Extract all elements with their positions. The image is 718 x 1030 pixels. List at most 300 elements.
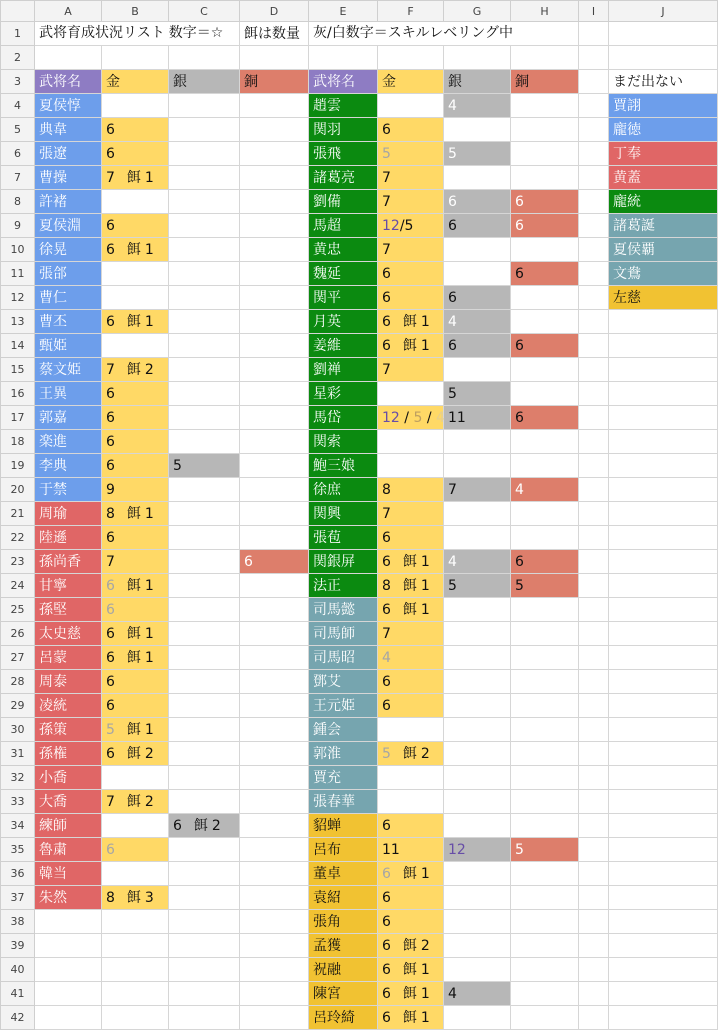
cell[interactable]	[609, 910, 718, 934]
gold-stars[interactable]	[102, 310, 169, 334]
bronze-stars[interactable]	[240, 190, 309, 214]
bronze-stars[interactable]	[511, 670, 579, 694]
general-name[interactable]	[309, 142, 378, 166]
bronze-stars[interactable]	[511, 382, 579, 406]
not-yet-general[interactable]	[609, 286, 718, 310]
column-header-h[interactable]: H	[511, 1, 579, 22]
row-number[interactable]: 11	[1, 262, 35, 286]
cell[interactable]	[609, 646, 718, 670]
silver-stars[interactable]	[169, 190, 240, 214]
gold-stars[interactable]	[102, 574, 169, 598]
general-name[interactable]	[309, 358, 378, 382]
row-number[interactable]: 40	[1, 958, 35, 982]
gold-stars[interactable]	[378, 118, 444, 142]
silver-stars[interactable]	[444, 190, 511, 214]
silver-stars[interactable]	[444, 790, 511, 814]
gold-stars[interactable]	[378, 646, 444, 670]
bronze-stars[interactable]	[511, 982, 579, 1006]
silver-stars[interactable]	[169, 862, 240, 886]
cell[interactable]	[609, 574, 718, 598]
cell[interactable]	[579, 94, 609, 118]
gold-stars[interactable]	[378, 190, 444, 214]
silver-stars[interactable]	[169, 406, 240, 430]
general-name[interactable]	[309, 286, 378, 310]
gold-stars[interactable]	[102, 598, 169, 622]
bronze-stars[interactable]	[240, 238, 309, 262]
row-number[interactable]: 14	[1, 334, 35, 358]
cell[interactable]	[579, 334, 609, 358]
cell[interactable]	[309, 46, 378, 70]
cell[interactable]	[609, 718, 718, 742]
silver-stars[interactable]	[444, 142, 511, 166]
row-number[interactable]: 24	[1, 574, 35, 598]
not-yet-general[interactable]	[609, 238, 718, 262]
gold-stars[interactable]	[102, 214, 169, 238]
silver-stars[interactable]	[444, 862, 511, 886]
bronze-stars[interactable]	[511, 214, 579, 238]
gold-stars[interactable]	[102, 430, 169, 454]
general-name[interactable]	[35, 454, 102, 478]
cell[interactable]	[579, 70, 609, 94]
gold-stars[interactable]	[102, 286, 169, 310]
gold-stars[interactable]	[378, 94, 444, 118]
cell[interactable]	[579, 766, 609, 790]
bronze-stars[interactable]	[240, 430, 309, 454]
general-name[interactable]	[309, 766, 378, 790]
column-header-c[interactable]: C	[169, 1, 240, 22]
cell[interactable]	[609, 406, 718, 430]
cell[interactable]	[579, 958, 609, 982]
general-name[interactable]	[309, 430, 378, 454]
general-name[interactable]	[35, 310, 102, 334]
general-name[interactable]	[309, 598, 378, 622]
general-name[interactable]	[35, 190, 102, 214]
gold-stars[interactable]	[102, 550, 169, 574]
bronze-stars[interactable]	[240, 214, 309, 238]
silver-stars[interactable]	[169, 766, 240, 790]
cell[interactable]	[579, 190, 609, 214]
silver-stars[interactable]	[169, 670, 240, 694]
cell[interactable]	[35, 934, 102, 958]
general-name[interactable]	[35, 142, 102, 166]
bronze-stars[interactable]	[240, 142, 309, 166]
row-number[interactable]: 35	[1, 838, 35, 862]
silver-stars[interactable]	[444, 1006, 511, 1030]
gold-stars[interactable]	[102, 190, 169, 214]
column-header-j[interactable]: J	[609, 1, 718, 22]
cell[interactable]	[609, 622, 718, 646]
cell[interactable]	[579, 622, 609, 646]
gold-stars[interactable]	[102, 646, 169, 670]
cell[interactable]	[609, 766, 718, 790]
cell[interactable]	[609, 526, 718, 550]
header-silver-right[interactable]	[444, 70, 511, 94]
silver-stars[interactable]	[444, 766, 511, 790]
general-name[interactable]	[35, 166, 102, 190]
general-name[interactable]	[309, 334, 378, 358]
bronze-stars[interactable]	[511, 334, 579, 358]
silver-stars[interactable]	[444, 670, 511, 694]
general-name[interactable]	[35, 358, 102, 382]
row-number[interactable]: 22	[1, 526, 35, 550]
cell[interactable]	[609, 502, 718, 526]
cell[interactable]	[609, 382, 718, 406]
cell[interactable]	[378, 46, 444, 70]
row-number[interactable]: 39	[1, 934, 35, 958]
bronze-stars[interactable]	[511, 958, 579, 982]
cell[interactable]	[579, 550, 609, 574]
general-name[interactable]	[35, 238, 102, 262]
silver-stars[interactable]	[169, 214, 240, 238]
general-name[interactable]	[309, 694, 378, 718]
general-name[interactable]	[309, 166, 378, 190]
cell[interactable]	[102, 46, 169, 70]
general-name[interactable]	[35, 478, 102, 502]
general-name[interactable]	[309, 502, 378, 526]
gold-stars[interactable]	[102, 694, 169, 718]
cell[interactable]	[579, 886, 609, 910]
silver-stars[interactable]	[444, 574, 511, 598]
general-name[interactable]	[309, 454, 378, 478]
cell[interactable]	[240, 46, 309, 70]
gold-stars[interactable]	[378, 934, 444, 958]
bronze-stars[interactable]	[240, 622, 309, 646]
cell[interactable]	[579, 574, 609, 598]
select-all-corner[interactable]	[1, 1, 35, 22]
cell[interactable]	[240, 1006, 309, 1030]
gold-stars[interactable]	[378, 718, 444, 742]
cell[interactable]	[169, 982, 240, 1006]
cell[interactable]	[579, 742, 609, 766]
general-name[interactable]	[309, 670, 378, 694]
row-number[interactable]: 15	[1, 358, 35, 382]
silver-stars[interactable]	[444, 430, 511, 454]
cell[interactable]	[609, 862, 718, 886]
row-number[interactable]: 13	[1, 310, 35, 334]
general-name[interactable]	[309, 94, 378, 118]
general-name[interactable]	[309, 550, 378, 574]
cell[interactable]	[35, 958, 102, 982]
bronze-stars[interactable]	[240, 358, 309, 382]
general-name[interactable]	[309, 214, 378, 238]
gold-stars[interactable]	[378, 214, 444, 238]
silver-stars[interactable]	[444, 838, 511, 862]
cell[interactable]	[579, 790, 609, 814]
bronze-stars[interactable]	[511, 886, 579, 910]
row-number[interactable]: 16	[1, 382, 35, 406]
gold-stars[interactable]	[102, 142, 169, 166]
bronze-stars[interactable]	[511, 238, 579, 262]
general-name[interactable]	[309, 574, 378, 598]
not-yet-general[interactable]	[609, 214, 718, 238]
cell[interactable]	[579, 694, 609, 718]
bronze-stars[interactable]	[240, 670, 309, 694]
bronze-stars[interactable]	[511, 478, 579, 502]
general-name[interactable]	[309, 838, 378, 862]
cell[interactable]	[102, 982, 169, 1006]
silver-stars[interactable]	[444, 406, 511, 430]
general-name[interactable]	[35, 742, 102, 766]
cell[interactable]	[609, 958, 718, 982]
cell[interactable]	[609, 790, 718, 814]
row-number[interactable]: 21	[1, 502, 35, 526]
cell[interactable]	[579, 670, 609, 694]
general-name[interactable]	[35, 550, 102, 574]
bronze-stars[interactable]	[511, 454, 579, 478]
gold-stars[interactable]	[378, 454, 444, 478]
cell[interactable]	[35, 46, 102, 70]
general-name[interactable]	[35, 382, 102, 406]
cell[interactable]	[579, 838, 609, 862]
bronze-stars[interactable]	[511, 790, 579, 814]
gold-stars[interactable]	[378, 886, 444, 910]
bronze-stars[interactable]	[511, 502, 579, 526]
gold-stars[interactable]	[378, 262, 444, 286]
bronze-stars[interactable]	[240, 886, 309, 910]
gold-stars[interactable]	[378, 838, 444, 862]
cell[interactable]	[579, 646, 609, 670]
silver-stars[interactable]	[444, 454, 511, 478]
silver-stars[interactable]	[169, 238, 240, 262]
column-header-b[interactable]: B	[102, 1, 169, 22]
bronze-stars[interactable]	[511, 838, 579, 862]
row-number[interactable]: 28	[1, 670, 35, 694]
bronze-stars[interactable]	[240, 694, 309, 718]
bronze-stars[interactable]	[240, 766, 309, 790]
gold-stars[interactable]	[102, 334, 169, 358]
silver-stars[interactable]	[169, 742, 240, 766]
bronze-stars[interactable]	[511, 814, 579, 838]
cell[interactable]	[579, 934, 609, 958]
silver-stars[interactable]	[444, 910, 511, 934]
row-number[interactable]: 23	[1, 550, 35, 574]
silver-stars[interactable]	[444, 310, 511, 334]
silver-stars[interactable]	[169, 478, 240, 502]
cell[interactable]	[579, 238, 609, 262]
cell[interactable]	[444, 46, 511, 70]
row-number[interactable]: 42	[1, 1006, 35, 1030]
row-number[interactable]: 8	[1, 190, 35, 214]
general-name[interactable]	[309, 238, 378, 262]
gold-stars[interactable]	[102, 454, 169, 478]
cell[interactable]	[169, 910, 240, 934]
gold-stars[interactable]	[102, 862, 169, 886]
column-header-i[interactable]: I	[579, 1, 609, 22]
row-number[interactable]: 38	[1, 910, 35, 934]
silver-stars[interactable]	[444, 214, 511, 238]
cell[interactable]	[579, 214, 609, 238]
general-name[interactable]	[309, 862, 378, 886]
general-name[interactable]	[35, 286, 102, 310]
silver-stars[interactable]	[169, 622, 240, 646]
general-name[interactable]	[309, 910, 378, 934]
bronze-stars[interactable]	[240, 742, 309, 766]
header-not-yet[interactable]	[609, 70, 718, 94]
gold-stars[interactable]	[378, 598, 444, 622]
gold-stars[interactable]	[378, 382, 444, 406]
gold-stars[interactable]	[378, 670, 444, 694]
cell[interactable]	[35, 982, 102, 1006]
gold-stars[interactable]	[102, 406, 169, 430]
gold-stars[interactable]	[378, 982, 444, 1006]
silver-stars[interactable]	[169, 838, 240, 862]
general-name[interactable]	[35, 886, 102, 910]
cell[interactable]	[579, 22, 609, 46]
header-bronze-right[interactable]	[511, 70, 579, 94]
gold-stars[interactable]	[102, 814, 169, 838]
silver-stars[interactable]	[169, 646, 240, 670]
silver-stars[interactable]	[444, 382, 511, 406]
silver-stars[interactable]	[169, 334, 240, 358]
cell[interactable]	[102, 1006, 169, 1030]
silver-stars[interactable]	[169, 286, 240, 310]
cell[interactable]	[240, 934, 309, 958]
cell[interactable]	[579, 526, 609, 550]
silver-stars[interactable]	[444, 94, 511, 118]
bronze-stars[interactable]	[240, 334, 309, 358]
cell[interactable]	[609, 886, 718, 910]
bronze-stars[interactable]	[240, 166, 309, 190]
gold-stars[interactable]	[378, 790, 444, 814]
column-header-e[interactable]: E	[309, 1, 378, 22]
bronze-stars[interactable]	[511, 718, 579, 742]
row-number[interactable]: 12	[1, 286, 35, 310]
gold-stars[interactable]	[378, 286, 444, 310]
bronze-stars[interactable]	[240, 550, 309, 574]
bronze-stars[interactable]	[511, 766, 579, 790]
general-name[interactable]	[35, 766, 102, 790]
gold-stars[interactable]	[102, 622, 169, 646]
gold-stars[interactable]	[378, 862, 444, 886]
gold-stars[interactable]	[378, 814, 444, 838]
cell[interactable]	[579, 862, 609, 886]
row-number[interactable]: 37	[1, 886, 35, 910]
row-number[interactable]: 20	[1, 478, 35, 502]
gold-stars[interactable]	[378, 166, 444, 190]
gold-stars[interactable]	[378, 574, 444, 598]
silver-stars[interactable]	[169, 358, 240, 382]
silver-stars[interactable]	[444, 526, 511, 550]
bronze-stars[interactable]	[511, 430, 579, 454]
general-name[interactable]	[35, 670, 102, 694]
gold-stars[interactable]	[378, 526, 444, 550]
cell[interactable]	[609, 46, 718, 70]
silver-stars[interactable]	[169, 310, 240, 334]
silver-stars[interactable]	[444, 166, 511, 190]
bronze-stars[interactable]	[240, 310, 309, 334]
row-number[interactable]: 3	[1, 70, 35, 94]
silver-stars[interactable]	[444, 694, 511, 718]
gold-stars[interactable]	[102, 766, 169, 790]
cell[interactable]	[579, 814, 609, 838]
not-yet-general[interactable]	[609, 94, 718, 118]
silver-stars[interactable]	[444, 286, 511, 310]
gold-stars[interactable]	[102, 790, 169, 814]
row-number[interactable]: 31	[1, 742, 35, 766]
general-name[interactable]	[35, 694, 102, 718]
bronze-stars[interactable]	[240, 598, 309, 622]
row-number[interactable]: 7	[1, 166, 35, 190]
general-name[interactable]	[35, 430, 102, 454]
row-number[interactable]: 18	[1, 430, 35, 454]
general-name[interactable]	[35, 790, 102, 814]
column-header-g[interactable]: G	[444, 1, 511, 22]
silver-stars[interactable]	[444, 646, 511, 670]
cell[interactable]	[609, 742, 718, 766]
silver-stars[interactable]	[444, 622, 511, 646]
silver-stars[interactable]	[444, 502, 511, 526]
gold-stars[interactable]	[378, 622, 444, 646]
cell[interactable]	[609, 22, 718, 46]
bronze-stars[interactable]	[240, 118, 309, 142]
cell[interactable]	[240, 958, 309, 982]
cell[interactable]	[579, 454, 609, 478]
cell[interactable]	[609, 454, 718, 478]
cell[interactable]	[609, 814, 718, 838]
silver-stars[interactable]	[444, 742, 511, 766]
bronze-stars[interactable]	[511, 742, 579, 766]
silver-stars[interactable]	[444, 550, 511, 574]
silver-stars[interactable]	[169, 262, 240, 286]
gold-stars[interactable]	[102, 238, 169, 262]
bronze-stars[interactable]	[511, 646, 579, 670]
cell[interactable]	[579, 718, 609, 742]
cell[interactable]	[511, 46, 579, 70]
cell[interactable]	[579, 310, 609, 334]
gold-stars[interactable]	[378, 766, 444, 790]
silver-stars[interactable]	[444, 886, 511, 910]
gold-stars[interactable]	[378, 142, 444, 166]
cell[interactable]	[609, 1006, 718, 1030]
gold-stars[interactable]	[378, 694, 444, 718]
silver-stars[interactable]	[444, 118, 511, 142]
gold-stars[interactable]	[102, 718, 169, 742]
general-name[interactable]	[35, 214, 102, 238]
cell[interactable]	[609, 934, 718, 958]
cell[interactable]	[35, 910, 102, 934]
general-name[interactable]	[309, 646, 378, 670]
bronze-stars[interactable]	[511, 286, 579, 310]
gold-stars[interactable]	[378, 958, 444, 982]
cell[interactable]	[609, 598, 718, 622]
gold-stars[interactable]	[102, 358, 169, 382]
silver-stars[interactable]	[169, 502, 240, 526]
bronze-stars[interactable]	[511, 94, 579, 118]
silver-stars[interactable]	[444, 478, 511, 502]
cell[interactable]	[579, 598, 609, 622]
bronze-stars[interactable]	[240, 262, 309, 286]
cell[interactable]	[169, 958, 240, 982]
gold-stars[interactable]	[378, 334, 444, 358]
silver-stars[interactable]	[169, 790, 240, 814]
cell[interactable]	[579, 910, 609, 934]
not-yet-general[interactable]	[609, 190, 718, 214]
gold-stars[interactable]	[378, 1006, 444, 1030]
gold-stars[interactable]	[378, 550, 444, 574]
bronze-stars[interactable]	[240, 94, 309, 118]
not-yet-general[interactable]	[609, 118, 718, 142]
not-yet-general[interactable]	[609, 166, 718, 190]
general-name[interactable]	[309, 118, 378, 142]
silver-stars[interactable]	[169, 598, 240, 622]
general-name[interactable]	[35, 262, 102, 286]
cell[interactable]	[240, 910, 309, 934]
general-name[interactable]	[309, 718, 378, 742]
cell[interactable]	[102, 934, 169, 958]
not-yet-general[interactable]	[609, 262, 718, 286]
silver-stars[interactable]	[169, 886, 240, 910]
cell[interactable]	[579, 430, 609, 454]
